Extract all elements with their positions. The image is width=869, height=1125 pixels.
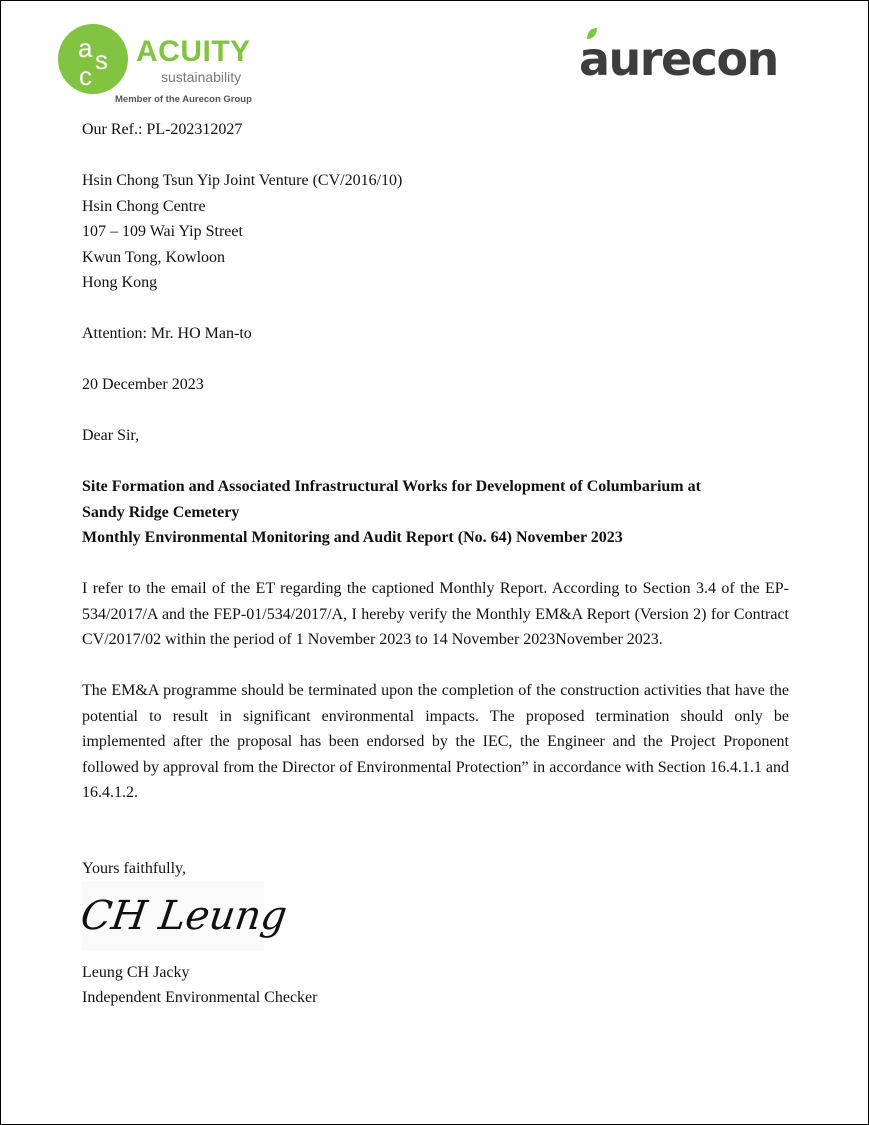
svg-text:CH Leung: CH Leung [77, 893, 290, 939]
acuity-subtitle: sustainability [161, 69, 242, 85]
subject-line: Sandy Ridge Cemetery [82, 504, 240, 521]
attention-line: Attention: Mr. HO Man-to [82, 325, 252, 342]
acuity-name: ACUITY [136, 35, 251, 68]
address-line: Hsin Chong Tsun Yip Joint Venture (CV/2016/10) [82, 172, 403, 189]
signatory-title: Independent Environmental Checker [82, 989, 318, 1006]
acuity-member-note: Member of the Aurecon Group [115, 94, 252, 105]
subject-line: Monthly Environmental Monitoring and Audit Report (No. 64) November 2023 [82, 529, 623, 546]
svg-text:c: c [79, 61, 92, 91]
reference-line: Our Ref.: PL-202312027 [82, 121, 243, 138]
address-line: Kwun Tong, Kowloon [82, 249, 226, 266]
address-line: 107 – 109 Wai Yip Street [82, 223, 243, 240]
closing: Yours faithfully, [82, 860, 187, 877]
acuity-mark-icon [57, 23, 129, 95]
acuity-logo [57, 23, 267, 109]
address-line: Hong Kong [82, 274, 158, 291]
aurecon-logo [579, 25, 819, 85]
signatory-name: Leung CH Jacky [82, 964, 190, 981]
letter-date: 20 December 2023 [82, 376, 204, 393]
subject-line: Site Formation and Associated Infrastructural Works for Development of Columbarium at [82, 478, 701, 495]
body-paragraph: I refer to the email of the ET regarding the captioned Monthly Report. According to Section 3.4 of the EP-534/2017/A and the FEP-01/534/2017/A, I hereby verify the Monthly EM&A Report (Version 2) for Contract CV/2017/02 within the period of 1 November 2023 to 14 November 2023November 2023. [82, 580, 789, 648]
body-paragraph: The EM&A programme should be terminated upon the completion of the construction activities that have the potential to result in significant environmental impacts. The proposed termination should only be implemented after the proposal has been endorsed by the IEC, the Engineer and the Project Proponent followed by approval from the Director of Environmental Protection” in accordance with Section 16.4.1.1 and 16.4.1.2. [82, 682, 789, 801]
svg-text:a: a [78, 33, 93, 63]
address-line: Hsin Chong Centre [82, 198, 206, 215]
signature-icon [77, 881, 290, 951]
aurecon-wordmark: aurecon [579, 32, 778, 86]
salutation: Dear Sir, [82, 427, 140, 444]
signature-image [77, 881, 290, 951]
svg-text:s: s [95, 45, 108, 75]
